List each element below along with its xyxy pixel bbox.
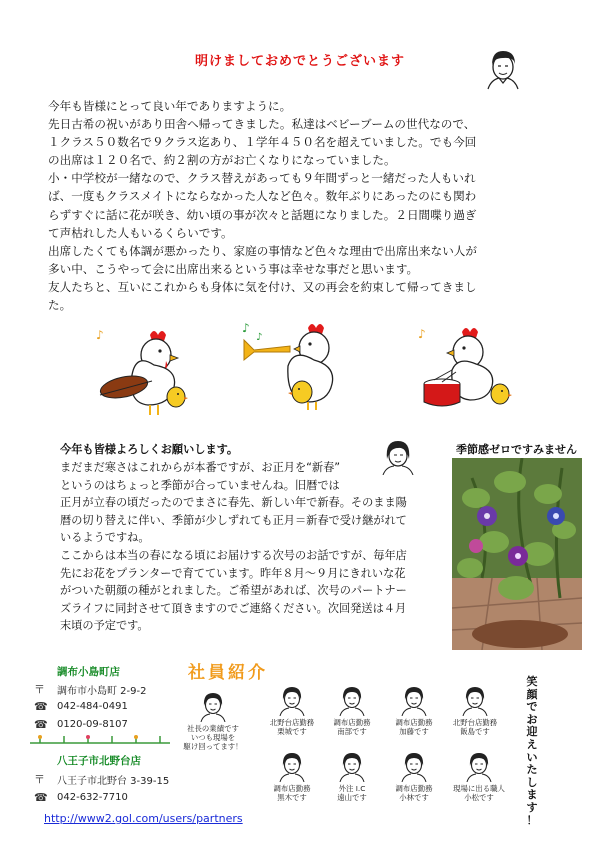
store-tel-chofu: 042-484-0491 xyxy=(57,701,128,712)
greeting-heading: 今年も皆様よろしくお願いします。 xyxy=(60,443,239,456)
grass-divider xyxy=(30,734,170,746)
intro-line: た。 xyxy=(48,298,72,313)
intro-line: 小・中学校が一緒なので、クラス替えがあっても９年間ずっと一緒だった人もいれ xyxy=(48,171,476,186)
svg-text:♪: ♪ xyxy=(256,332,263,343)
slogan-char: お xyxy=(526,712,538,726)
staff-section-title: 社員紹介 xyxy=(188,663,268,683)
staff-portrait-icon xyxy=(262,684,322,716)
store-address-hachioji: 八王子市北野台 3-39-15 xyxy=(57,776,170,787)
greeting-line: というのはちょっと季節が合っていませんね。旧暦では xyxy=(60,478,340,492)
rooster-violin-icon xyxy=(92,325,192,417)
store-tel-hachioji: 042-632-7710 xyxy=(57,792,128,803)
rooster-drum-icon xyxy=(412,322,514,416)
intro-line: らずすぐに話に花が咲き、幼い頃の事が次々と話題になりました。２日間喋り過ぎ xyxy=(48,207,477,222)
store-name-chofu: 調布小島町店 xyxy=(57,666,120,678)
greeting-line: 正月が立春の頃だったのでまさに春先、新しい年で新春。そのまま陽 xyxy=(60,496,407,510)
staff-portrait-icon xyxy=(262,750,322,782)
slogan-char: い xyxy=(526,750,538,764)
staff-member xyxy=(384,750,444,802)
staff-member xyxy=(322,750,382,802)
slogan-char: た xyxy=(526,763,538,777)
greeting-line: 先にお花をプランターで育てています。昨年８月～９月にきれいな花 xyxy=(60,566,406,580)
intro-line: 今年も皆様にとって良い年でありますように。 xyxy=(48,99,292,113)
svg-text:♪: ♪ xyxy=(242,321,250,335)
staff-caption-line: 調布店勤務 xyxy=(395,784,433,793)
staff-caption-line: 南部です xyxy=(337,727,367,736)
slogan-char: 笑 xyxy=(526,675,538,688)
staff-caption-line: 外注 I.C xyxy=(338,784,366,793)
greeting-body xyxy=(60,459,420,635)
svg-text:♪: ♪ xyxy=(96,328,104,342)
staff-member xyxy=(182,690,244,751)
staff-caption-line: 社長の業績です xyxy=(187,724,239,733)
staff-caption-line: 北野台店勤務 xyxy=(269,718,315,727)
slogan-char: す xyxy=(526,800,538,814)
store-address-chofu: 調布市小島町 2-9-2 xyxy=(57,686,147,697)
staff-member xyxy=(444,750,514,802)
staff-member xyxy=(262,750,322,802)
staff-member xyxy=(444,684,506,736)
svg-text:♪: ♪ xyxy=(418,327,426,341)
staff-caption-line: 北野台店勤務 xyxy=(452,718,498,727)
intro-line: て声枯れした人もいるくらいです。 xyxy=(48,225,233,240)
photo-caption: 季節感ゼロですみません xyxy=(456,443,577,456)
phone-icon: ☎ xyxy=(34,791,48,804)
slogan-char: し xyxy=(526,775,538,789)
staff-member xyxy=(322,684,382,736)
store-name-hachioji: 八王子市北野台店 xyxy=(57,755,141,767)
staff-caption-line: 調布店勤務 xyxy=(273,784,311,793)
greeting-line: 末頃の予定です。 xyxy=(60,619,149,633)
staff-member xyxy=(384,684,444,736)
staff-caption-line: 現場に出る職人 xyxy=(453,784,505,793)
slogan-char: え xyxy=(526,737,538,751)
staff-caption-line: 黒木です xyxy=(277,793,307,802)
rooster-trumpet-icon xyxy=(240,318,348,412)
staff-member xyxy=(262,684,322,736)
staff-caption-line: 調布店勤務 xyxy=(333,718,371,727)
staff-portrait-icon xyxy=(444,684,506,716)
slogan-char: 迎 xyxy=(526,725,538,739)
staff-caption-line: 飯島です xyxy=(460,727,490,736)
intro-line: 先日古希の祝いがあり田舎へ帰ってきました。私達はベビーブームの世代なので、 xyxy=(48,117,476,132)
intro-text xyxy=(48,97,563,314)
slogan-char: で xyxy=(526,700,538,714)
intro-line: の出席は１２０名で、約２割の方がお亡くなりになっていました。 xyxy=(48,153,396,168)
greeting-line: まだまだ寒さはこれからが本番ですが、お正月を“新春” xyxy=(60,461,341,474)
staff-caption-line: いつも現場を xyxy=(190,733,236,742)
store-freedial-chofu: 0120-09-8107 xyxy=(57,719,128,730)
intro-line: １クラス５０数名で９クラス迄あり、１学年４５０名を超えていました。でも今回 xyxy=(48,135,477,150)
slogan-char: ま xyxy=(526,788,538,802)
morning-glory-photo xyxy=(452,458,582,650)
staff-caption-line: 調布店勤務 xyxy=(395,718,433,727)
greeting-line: がついた朝顔の種がとれました。ご希望があれば、次号のパートナー xyxy=(60,584,407,598)
staff-caption-line: 駆け回ってます！ xyxy=(183,742,243,751)
intro-line: 出席したくても体調が悪かったり、家庭の事情など色々な理由で出席出来ない人が xyxy=(48,243,477,258)
phone-icon: ☎ xyxy=(34,700,48,713)
slogan-char: 顔 xyxy=(526,687,538,701)
greeting-line: 暦の切り替えに伴い、季節が少しずれても正月＝新春で受け継がれて xyxy=(60,513,407,527)
staff-caption-line: 小松です xyxy=(464,793,494,802)
phone-icon: ☎ xyxy=(34,718,48,731)
staff-portrait-icon xyxy=(444,750,514,782)
intro-line: 友人たちと、互いにこれからも身体に気を付け、又の再会を約束して帰ってきまし xyxy=(48,279,477,294)
website-link[interactable]: http://www2.gol.com/users/partners xyxy=(44,812,243,825)
staff-portrait-icon xyxy=(322,684,382,716)
greeting-line: いるようですね。 xyxy=(60,531,150,545)
page-title: 明けましておめでとうございます xyxy=(194,54,405,69)
vertical-slogan xyxy=(521,676,543,827)
slogan-char: ！ xyxy=(526,813,538,827)
staff-caption-line: 加藤です xyxy=(399,727,429,736)
staff-portrait-icon xyxy=(322,750,382,782)
greeting-line: ズライフに同封させて頂きますのでご連絡ください。次回発送は４月 xyxy=(60,601,407,615)
staff-portrait-icon xyxy=(384,750,444,782)
staff-caption-line: 遠山です xyxy=(337,793,367,802)
staff-caption-line: 小林です xyxy=(399,793,429,802)
intro-line: ば、一度もクラスメイトにならなかった人など色々。数年ぶりにあったのにも関わ xyxy=(48,189,477,204)
staff-portrait-icon xyxy=(384,684,444,716)
intro-line: 多い中、こうやって会に出席出来るという事は幸せな事だと思います。 xyxy=(48,261,419,276)
postal-mark-icon: 〒 xyxy=(34,683,45,696)
staff-caption-line: 栗城です xyxy=(277,727,307,736)
staff-portrait-icon xyxy=(182,690,244,722)
greeting-line: ここからは本当の春になる頃にお届けする次号のお話ですが、毎年店 xyxy=(60,548,407,562)
author-portrait-icon xyxy=(480,45,526,91)
postal-mark-icon: 〒 xyxy=(34,773,45,786)
